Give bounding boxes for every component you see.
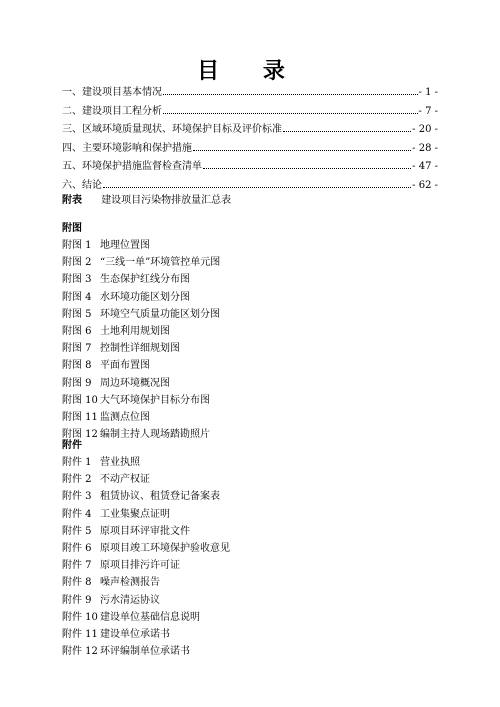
attachment-item-number: 附件 4 <box>62 508 92 520</box>
attached-table-line <box>62 191 231 206</box>
figure-item-number: 附图 4 <box>62 291 92 303</box>
toc-entry[interactable] <box>62 84 438 103</box>
toc-entry-label: 二、建设项目工程分析 <box>62 105 162 117</box>
figure-item <box>62 340 220 357</box>
figure-item-title: 平面布置图 <box>100 360 150 372</box>
figure-item <box>62 271 220 288</box>
attachment-item-number: 附件 6 <box>62 542 92 554</box>
attachment-item-title: 原项目排污许可证 <box>100 560 180 572</box>
figure-item <box>62 323 220 340</box>
attachment-item <box>62 557 230 574</box>
attachment-item-title: 租赁协议、租赁登记备案表 <box>100 491 220 503</box>
figure-item-title: “三线一单”环境管控单元图 <box>100 257 221 269</box>
attachment-item <box>62 506 230 523</box>
figure-item <box>62 357 220 374</box>
attachment-item <box>62 471 230 488</box>
toc-entry-page: - 62 - <box>412 179 438 191</box>
attachment-item-number: 附件 11 <box>62 628 98 640</box>
attachment-item-number: 附件 5 <box>62 525 92 537</box>
table-of-contents <box>62 84 438 195</box>
toc-entry-label: 六、结论 <box>62 179 102 191</box>
attachment-item-title: 噪声检测报告 <box>100 577 160 589</box>
figures-section <box>62 220 220 443</box>
toc-entry-label: 一、建设项目基本情况 <box>62 87 162 98</box>
figure-item-title: 控制性详细规划图 <box>100 343 180 355</box>
figure-item-title: 水环境功能区划分图 <box>100 291 190 303</box>
figure-item-number: 附图 10 <box>62 394 98 406</box>
figure-item <box>62 306 220 323</box>
figure-item-title: 大气环境保护目标分布图 <box>100 394 210 406</box>
figure-item-title: 周边环境概况图 <box>100 377 170 389</box>
attachment-item <box>62 643 230 660</box>
figure-item-number: 附图 5 <box>62 308 92 320</box>
figure-item-number: 附图 2 <box>62 257 92 269</box>
toc-entry-label: 五、环境保护措施监督检查清单 <box>62 161 202 172</box>
attachment-item-title: 工业集聚点证明 <box>100 508 170 520</box>
page-title: 目 录 <box>197 58 303 84</box>
toc-entry-page: - 7 - <box>418 105 438 117</box>
attachment-item <box>62 626 230 643</box>
toc-leader-dots <box>103 187 411 188</box>
attachment-item-number: 附件 12 <box>62 646 98 658</box>
toc-leader-dots <box>193 150 411 151</box>
figure-item-title: 编制主持人现场踏勘照片 <box>100 429 210 441</box>
figure-item-title: 地理位置图 <box>100 240 150 251</box>
figure-item <box>62 392 220 409</box>
figure-item-title: 环境空气质量功能区划分图 <box>100 308 220 320</box>
toc-leader-dots <box>163 113 418 114</box>
attachment-item-title: 原项目环评审批文件 <box>100 525 190 537</box>
attachment-item <box>62 592 230 609</box>
attachment-item-number: 附件 1 <box>62 457 92 468</box>
attachment-item-title: 不动产权证 <box>100 474 150 486</box>
toc-entry-page: - 1 - <box>418 87 438 98</box>
toc-entry-label: 四、主要环境影响和保护措施 <box>62 142 192 154</box>
figure-item-number: 附图 11 <box>62 411 98 423</box>
figures-heading: 附图 <box>62 223 82 234</box>
attachments-section <box>62 437 230 660</box>
figure-item <box>62 289 220 306</box>
attachment-item <box>62 540 230 557</box>
toc-entry-page: - 47 - <box>412 161 438 172</box>
figure-item <box>62 254 220 271</box>
attachment-item-title: 营业执照 <box>100 457 140 468</box>
toc-leader-dots <box>203 168 411 169</box>
attached-table-title: 建设项目污染物排放量汇总表 <box>101 195 232 206</box>
toc-entry-page: - 20 - <box>412 124 438 135</box>
toc-entry-page: - 28 - <box>412 142 438 154</box>
attachment-item-number: 附件 3 <box>62 491 92 503</box>
toc-entry-label: 三、区域环境质量现状、环境保护目标及评价标准 <box>62 124 282 135</box>
attachment-item <box>62 488 230 505</box>
figure-item-number: 附图 1 <box>62 240 92 251</box>
toc-entry[interactable] <box>62 158 438 177</box>
attached-table-heading: 附表 <box>62 195 82 206</box>
attachment-item-number: 附件 10 <box>62 611 98 623</box>
figure-item <box>62 375 220 392</box>
figure-item-number: 附图 9 <box>62 377 92 389</box>
toc-entry[interactable] <box>62 140 438 159</box>
figure-item-number: 附图 12 <box>62 429 98 441</box>
attachment-item-title: 建设单位承诺书 <box>100 628 170 640</box>
figure-item-title: 生态保护红线分布图 <box>100 274 190 286</box>
attachment-item <box>62 609 230 626</box>
figure-item-number: 附图 3 <box>62 274 92 286</box>
attachment-item-number: 附件 7 <box>62 560 92 572</box>
attachment-item <box>62 523 230 540</box>
attachment-item <box>62 454 230 471</box>
attachments-heading: 附件 <box>62 440 82 451</box>
attachment-item <box>62 574 230 591</box>
figure-item-title: 土地利用规划图 <box>100 325 170 337</box>
attachment-item-title: 环评编制单位承诺书 <box>100 646 190 658</box>
attachment-item-number: 附件 2 <box>62 474 92 486</box>
toc-entry[interactable] <box>62 121 438 140</box>
attachment-item-title: 污水清运协议 <box>100 594 160 606</box>
toc-leader-dots <box>283 131 411 132</box>
figure-item-number: 附图 8 <box>62 360 92 372</box>
attachment-item-number: 附件 8 <box>62 577 92 589</box>
figure-item <box>62 237 220 254</box>
attachment-item-title: 建设单位基础信息说明 <box>100 611 200 623</box>
toc-entry[interactable] <box>62 103 438 122</box>
figure-item-title: 监测点位图 <box>100 411 150 423</box>
toc-leader-dots <box>163 94 418 95</box>
attachment-item-number: 附件 9 <box>62 594 92 606</box>
attachment-item-title: 原项目竣工环境保护验收意见 <box>100 542 230 554</box>
figure-item-number: 附图 7 <box>62 343 92 355</box>
figure-item-number: 附图 6 <box>62 325 92 337</box>
figure-item <box>62 409 220 426</box>
